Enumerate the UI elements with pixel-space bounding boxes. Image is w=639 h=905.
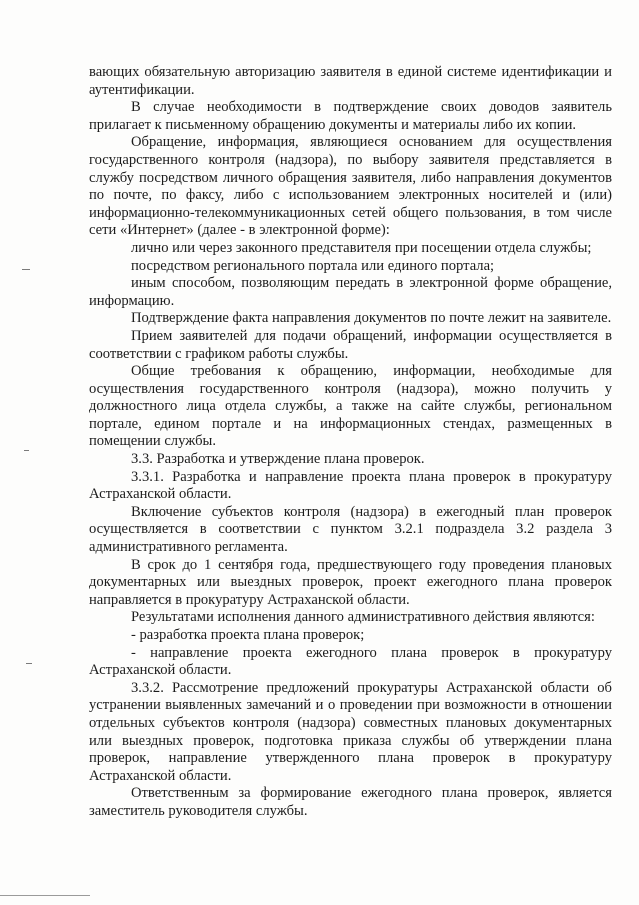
scan-speck <box>26 663 32 664</box>
page-bottom-edge <box>0 895 90 896</box>
paragraph: В срок до 1 сентября года, предшествующего году проведения плановых документарных или выездных проверок, проект ежегодного плана проверок направляется в прокуратуру Астраханской области. <box>89 556 612 608</box>
paragraph: Ответственным за формирование ежегодного плана проверок, является заместитель руководителя службы. <box>89 785 612 819</box>
paragraph: Подтверждение факта направления документов по почте лежит на заявителе. <box>131 310 612 327</box>
list-item: - направление проекта ежегодного плана проверок в прокуратуру Астраханской области. <box>89 644 612 679</box>
subsection-heading: 3.3.1. Разработка и направление проекта плана проверок в прокуратуру Астраханской области. <box>89 468 612 503</box>
section-heading: 3.3. Разработка и утверждение плана проверок. <box>131 451 425 468</box>
scan-speck <box>24 450 29 451</box>
list-item: лично или через законного представителя при посещении отдела службы; <box>131 239 592 256</box>
document-body <box>89 64 612 821</box>
paragraph: Включение субъектов контроля (надзора) в ежегодный план проверок осуществляется в соответствии с пунктом 3.2.1 подраздела 3.2 раздела 3 административного регламента. <box>89 503 612 556</box>
subsection-heading: 3.3.2. Рассмотрение предложений прокуратуры Астраханской области об устранении выявленных замечаний и о проведении при возможности в отношении отдельных субъектов контроля (надзора) совместных плановых документарных или выездных проверок, подготовка приказа службы об утверждении плана проверок, направление утвержденного плана проверок в прокуратуру Астраханской области. <box>89 679 612 784</box>
paragraph: Общие требования к обращению, информации, необходимые для осуществления государственного контроля (надзора), можно получить у должностного лица отдела службы, а также на сайте службы, региональном портале, едином портале и на информационных стендах, размещенных в помещении службы. <box>89 363 612 450</box>
paragraph: Результатами исполнения данного административного действия являются: <box>131 609 595 626</box>
paragraph: Обращение, информация, являющиеся основанием для осуществления государственного контроля (надзора), по выбору заявителя представляется в службу посредством личного обращения заявителя, либо направления документов по почте, по факсу, либо с использованием электронных носителей и (или) информационно-телекоммуникационных сетей общего пользования, в том числе сети «Интернет» (далее - в электронной форме): <box>89 134 612 239</box>
paragraph: Прием заявителей для подачи обращений, информации осуществляется в соответствии с графиком работы службы. <box>89 327 612 362</box>
scan-speck <box>22 269 30 270</box>
list-item: иным способом, позволяющим передать в электронной форме обращение, информацию. <box>89 275 612 309</box>
paragraph: вающих обязательную авторизацию заявителя в единой системе идентификации и аутентификации. <box>89 64 612 98</box>
paragraph: В случае необходимости в подтверждение своих доводов заявитель прилагает к письменному обращению документы и материалы либо их копии. <box>89 99 612 133</box>
list-item: - разработка проекта плана проверок; <box>131 627 365 643</box>
list-item: посредством регионального портала или единого портала; <box>131 257 495 274</box>
